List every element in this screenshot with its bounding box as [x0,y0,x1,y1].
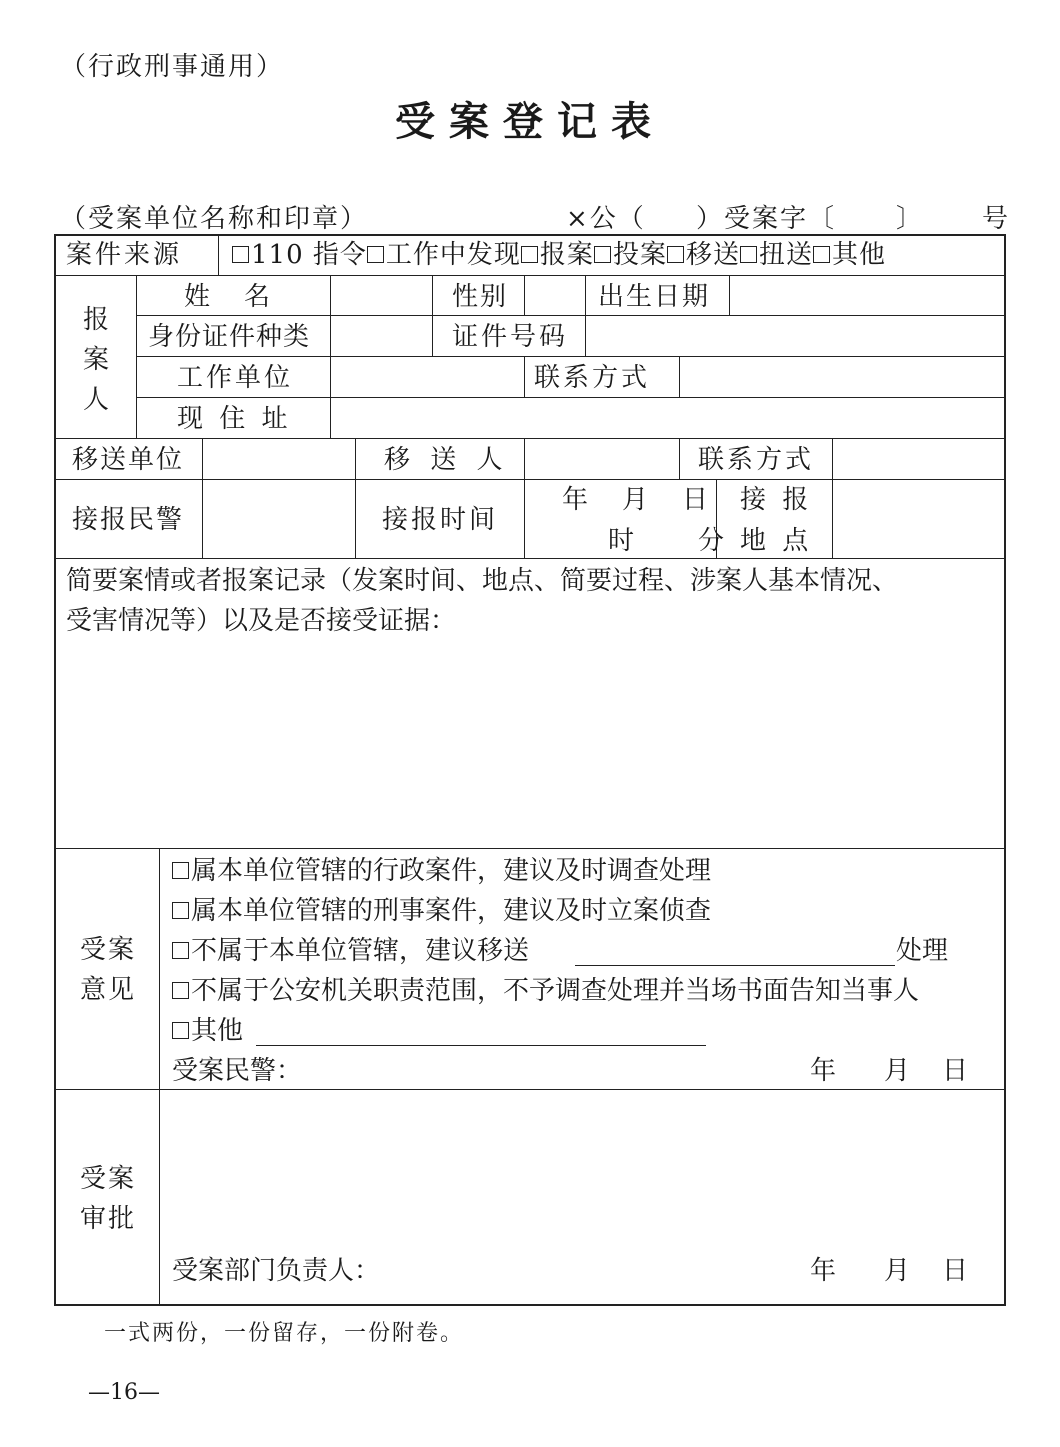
checkbox-icon[interactable] [813,246,830,263]
reception-time: 时 分 [608,526,729,556]
divider-line [202,438,203,558]
receiving-officer-label: 受案民警： [172,1056,303,1086]
case-source-label: 案件来源 [66,240,183,270]
divider-line [679,438,680,479]
approval-section-label-2: 审批 [80,1204,137,1234]
reception-place-label-1: 接 报 [740,485,813,515]
approval-date-year: 年 [810,1256,837,1286]
approval-section-label-1: 受案 [80,1164,137,1194]
divider-line [136,275,137,438]
divider-line [54,558,1006,559]
doc-number-suffix: 号 [982,204,1011,234]
divider-line [136,315,1006,316]
approval-date-month: 月 [884,1256,911,1286]
birth-date-label: 出生日期 [598,282,711,312]
checkbox-icon[interactable] [172,862,189,879]
opinion-section-label-1: 受案 [80,935,137,965]
page-number: —16— [88,1380,160,1405]
divider-line [432,275,433,356]
divider-line [218,234,219,275]
option-report[interactable]: 报案 [521,240,594,271]
checkbox-icon[interactable] [172,1022,189,1039]
divider-line [524,356,525,397]
divider-line [54,848,1006,849]
reception-officer-label: 接报民警 [72,505,185,535]
department-head-label: 受案部门负责人： [172,1256,381,1286]
gender-label: 性别 [452,282,509,312]
opinion-out-of-scope[interactable]: 不属于公安机关职责范围，不予调查处理并当场书面告知当事人 [172,976,919,1007]
id-number-label: 证件号码 [452,322,569,352]
divider-line [832,438,833,558]
address-label: 现 住 址 [177,404,292,434]
option-110-command[interactable]: 110 指令 [232,240,367,271]
opinion-date-month: 月 [884,1056,911,1086]
opinion-date-year: 年 [810,1056,837,1086]
checkbox-icon[interactable] [367,246,384,263]
divider-line [679,356,680,397]
divider-line [524,275,525,316]
transfer-unit-label: 移送单位 [72,445,185,475]
checkbox-icon[interactable] [667,246,684,263]
option-surrender[interactable]: 投案 [594,240,667,271]
reporter-contact-label: 联系方式 [534,363,651,393]
other-opinion-underline[interactable] [256,1045,706,1046]
transfer-target-underline[interactable] [575,965,895,966]
option-found-in-work[interactable]: 工作中发现 [367,240,521,271]
reception-place-label-2: 地 点 [740,526,813,556]
name-label: 姓 名 [184,282,275,312]
id-type-label: 身份证件种类 [148,322,311,352]
case-summary-heading: 简要案情或者报案记录（发案时间、地点、简要过程、涉案人基本情况、 [66,566,899,596]
transfer-suffix: 处理 [896,936,949,966]
option-other[interactable]: 其他 [813,240,886,271]
employer-label: 工作单位 [177,363,294,393]
checkbox-icon[interactable] [594,246,611,263]
transfer-person-label: 移 送 人 [384,445,509,475]
divider-line [585,275,586,356]
unit-name-label: （受案单位名称和印章） [60,204,369,234]
option-transfer[interactable]: 移送 [667,240,740,271]
transfer-contact-label: 联系方式 [698,445,815,475]
divider-line [330,275,331,438]
checkbox-icon[interactable] [521,246,538,263]
checkbox-icon[interactable] [740,246,757,263]
divider-line [54,275,1006,276]
divider-line [355,438,356,558]
divider-line [136,397,1006,398]
option-escort[interactable]: 扭送 [740,240,813,271]
reception-date: 年 月 日 [562,485,713,515]
doc-number-mid: ）受案字〔 [696,204,837,234]
reception-time-label: 接报时间 [382,505,499,535]
copies-note: 一式两份，一份留存，一份附卷。 [104,1321,465,1346]
approval-date-day: 日 [942,1256,969,1286]
divider-line [136,356,1006,357]
reporter-section-label: 报案人 [82,305,109,415]
checkbox-icon[interactable] [172,982,189,999]
divider-line [159,848,160,1306]
opinion-date-day: 日 [942,1056,969,1086]
page-title: 受案登记表 [395,98,665,145]
doc-number-prefix: ×公（ [566,204,646,234]
case-source-options [232,240,886,271]
opinion-other[interactable]: 其他 [172,1016,243,1047]
divider-line [54,438,1006,439]
divider-line [524,438,525,558]
case-summary-heading-cont: 受害情况等）以及是否接受证据： [66,606,457,636]
opinion-transfer[interactable]: 不属于本单位管辖，建议移送 [172,936,529,967]
divider-line [729,275,730,316]
doc-number-bracket: 〕 [896,204,925,234]
opinion-criminal-case[interactable]: 属本单位管辖的刑事案件，建议及时立案侦查 [172,896,711,927]
checkbox-icon[interactable] [172,942,189,959]
opinion-admin-case[interactable]: 属本单位管辖的行政案件，建议及时调查处理 [172,856,711,887]
divider-line [54,479,1006,480]
opinion-section-label-2: 意见 [80,975,137,1005]
form-usage-note: （行政刑事通用） [60,52,285,82]
divider-line [54,1089,1006,1090]
checkbox-icon[interactable] [172,902,189,919]
registration-table [54,234,1006,1306]
checkbox-icon[interactable] [232,246,249,263]
